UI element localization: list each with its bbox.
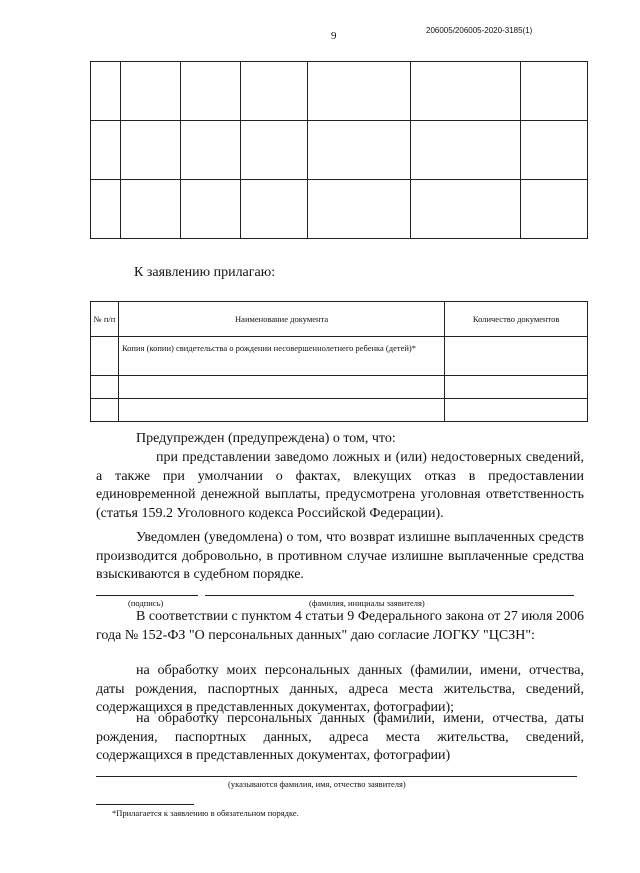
applicant-name-label: (фамилия, инициалы заявителя) [309, 598, 425, 608]
grid-row [91, 121, 588, 180]
grid-cell [180, 62, 240, 121]
column-header-num: № п/п [91, 302, 119, 337]
grid-cell [411, 180, 521, 239]
row-num [91, 399, 119, 422]
documents-table [90, 301, 588, 422]
row-document-name [118, 399, 444, 422]
grid-cell [91, 121, 121, 180]
grid-cell [240, 62, 307, 121]
grid-cell [120, 180, 180, 239]
grid-cell [180, 121, 240, 180]
name-line [205, 595, 574, 596]
footnote-separator [96, 804, 194, 805]
attachment-intro: К заявлению прилагаю: [134, 265, 276, 280]
grid-cell [240, 180, 307, 239]
grid-cell [240, 121, 307, 180]
grid-cell [120, 121, 180, 180]
empty-grid-table [90, 61, 588, 239]
row-num [91, 337, 119, 376]
row-document-name [118, 376, 444, 399]
row-document-name: Копия (копии) свидетельства о рождении несовершеннолетнего ребенка (детей)* [118, 337, 444, 376]
row-count [445, 399, 588, 422]
table-row [91, 337, 588, 376]
consent-other-data: на обработку персональных данных (фамилии, имени, отчества, даты рождения, паспортных данных, адреса места жительства, сведений, содержащихся в представленных документах, фотографии) [96, 711, 584, 763]
document-id: 206005/206005-2020-3185(1) [426, 26, 533, 35]
warned-text: при представлении заведомо ложных и (или) недостоверных сведений, а также при умолчании о фактах, влекущих отказ в предоставлении единовременной денежной выплаты, предусмотрена уголовная ответственность (статья 159.2 Уголовного кодекса Российской Федерации). [96, 450, 584, 521]
grid-cell [521, 121, 588, 180]
grid-cell [180, 180, 240, 239]
grid-cell [411, 62, 521, 121]
documents-table-header [91, 302, 588, 337]
grid-row [91, 62, 588, 121]
grid-cell [91, 62, 121, 121]
consent-own-data: на обработку моих персональных данных (фамилии, имени, отчества, даты рождения, паспортных данных, адреса места жительства, сведений, содержащихся в представленных документах, фотографии); [96, 663, 584, 715]
table-row [91, 376, 588, 399]
grid-cell [411, 121, 521, 180]
footnote: *Прилагается к заявлению в обязательном порядке. [112, 808, 299, 818]
applicant-line [96, 776, 577, 777]
notified-text: Уведомлен (уведомлена) о том, что возврат излишне выплаченных средств производится добровольно, в противном случае излишне выплаченные средства взыскиваются в судебном порядке. [96, 530, 584, 582]
applicant-label: (указываются фамилия, имя, отчество заявителя) [228, 779, 406, 789]
warned-intro: Предупрежден (предупреждена) о том, что: [136, 431, 396, 446]
table-row [91, 399, 588, 422]
signature-line [96, 595, 198, 596]
row-num [91, 376, 119, 399]
grid-row [91, 180, 588, 239]
grid-cell [91, 180, 121, 239]
grid-cell [120, 62, 180, 121]
row-count [445, 376, 588, 399]
column-header-count: Количество документов [445, 302, 588, 337]
grid-cell [307, 180, 411, 239]
consent-intro: В соответствии с пунктом 4 статьи 9 Федерального закона от 27 июля 2006 года № 152-ФЗ "О персональных данных" даю согласие ЛОГКУ "ЦСЗН": [96, 609, 584, 643]
page-number: 9 [331, 30, 337, 42]
signature-label: (подпись) [128, 598, 164, 608]
grid-cell [521, 62, 588, 121]
column-header-name: Наименование документа [118, 302, 444, 337]
grid-cell [521, 180, 588, 239]
grid-cell [307, 62, 411, 121]
grid-cell [307, 121, 411, 180]
row-count [445, 337, 588, 376]
